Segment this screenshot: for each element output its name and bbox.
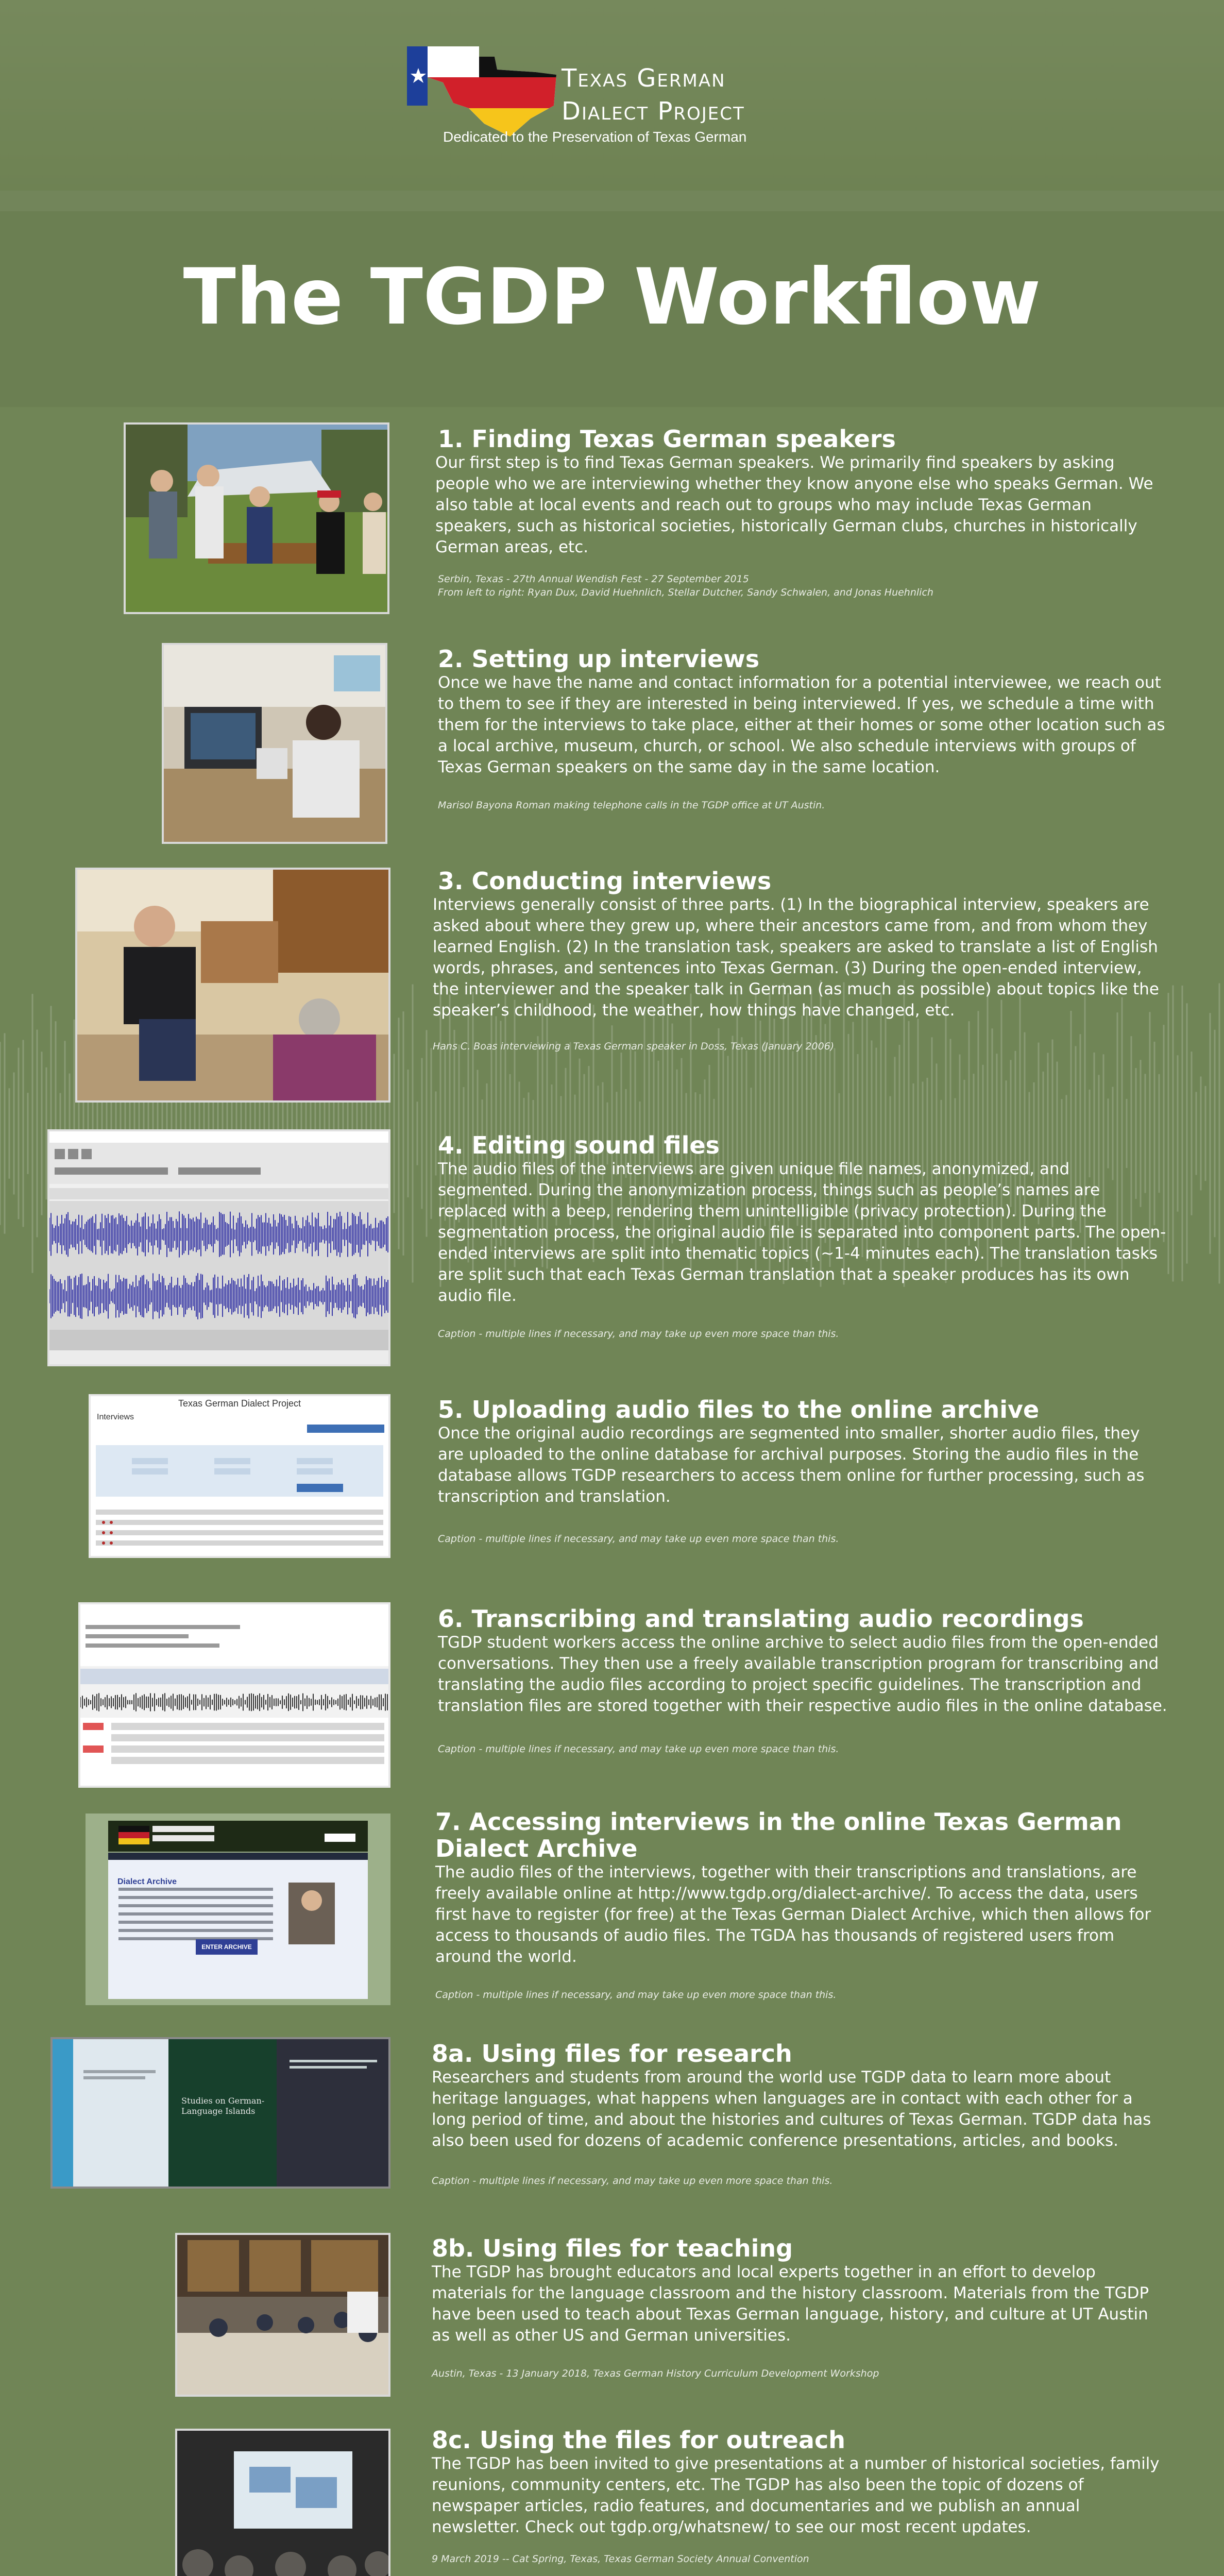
step-2-heading: 2. Setting up interviews xyxy=(438,645,760,673)
archive-page-title: Dialect Archive xyxy=(117,1877,177,1886)
photo-research-books xyxy=(50,2037,390,2189)
logo-line-1: Texas German xyxy=(562,64,726,93)
step-1-caption-line-1: Serbin, Texas - 27th Annual Wendish Fest - 27 September 2015 xyxy=(438,573,749,585)
step-2-caption: Marisol Bayona Roman making telephone calls in the TGDP office at UT Austin. xyxy=(438,800,825,811)
step-1-caption-line-2: From left to right: Ryan Dux, David Huehnlich, Stellar Dutcher, Sandy Schwalen, and Jonas Huehnlich xyxy=(438,587,933,598)
archive-screen-title: Texas German Dialect Project xyxy=(178,1398,301,1409)
step-8c-heading: 8c. Using the files for outreach xyxy=(432,2426,845,2454)
step-8a-caption: Caption - multiple lines if necessary, and may take up even more space than this. xyxy=(432,2175,833,2187)
step-6-caption: Caption - multiple lines if necessary, and may take up even more space than this. xyxy=(438,1743,839,1755)
step-7-body: The audio files of the interviews, together with their transcriptions and translations, are freely available online at http://www.tgdp.org/dialect-archive/. To access the data, users first have to register (for free) at the Texas German Dialect Archive, which then allows for access to thousands of audio files. The TGDA has thousands of registered users from around the world. xyxy=(435,1863,1151,1966)
step-6-body: TGDP student workers access the online archive to select audio files from the open-ended conversations. They then use a freely available transcription program for transcribing and translating the audio files according to project specific guidelines. The transcription and translation files are stored together with their respective audio files in the online database. xyxy=(438,1633,1167,1715)
step-3 xyxy=(433,867,1169,1053)
step-8c-body: The TGDP has been invited to give presentations at a number of historical societies, family reunions, community centers, etc. The TGDP has also been the topic of dozens of newspaper articles, radio features, and documentaries and we publish an annual newsletter. Check out tgdp.org/whatsnew/ to see our most recent updates. xyxy=(432,2454,1160,2536)
step-8c xyxy=(432,2427,1168,2566)
step-6 xyxy=(438,1605,1169,1756)
photo-wendish-fest xyxy=(124,422,389,614)
step-5 xyxy=(438,1396,1169,1546)
step-8a-heading: 8a. Using files for research xyxy=(432,2040,792,2067)
step-4-heading: 4. Editing sound files xyxy=(438,1131,720,1159)
step-3-caption: Hans C. Boas interviewing a Texas German speaker in Doss, Texas (January 2006) xyxy=(433,1041,835,1052)
screenshot-online-archive xyxy=(89,1394,390,1558)
tgdp-logo xyxy=(407,46,768,149)
screenshot-dialect-archive-website xyxy=(86,1814,390,2005)
step-4-body: The audio files of the interviews are given unique file names, anonymized, and segmented. During the anonymization process, things such as people’s names are replaced with a beep, rendering them unintelligible (privacy protection). During the segmentation process, the original audio file is separated into component parts. The open-ended interviews are split into thematic topics (~1-4 minutes each). The translation tasks are split such that each Texas German translation that a speaker produces has its own audio file. xyxy=(438,1160,1166,1305)
step-4-caption: Caption - multiple lines if necessary, and may take up even more space than this. xyxy=(438,1328,839,1340)
step-3-heading: 3. Conducting interviews xyxy=(438,867,772,895)
step-1 xyxy=(435,425,1169,599)
step-6-heading: 6. Transcribing and translating audio recordings xyxy=(438,1605,1084,1633)
step-5-caption: Caption - multiple lines if necessary, and may take up even more space than this. xyxy=(438,1533,839,1545)
step-4 xyxy=(438,1132,1169,1341)
photo-outreach-presentation xyxy=(175,2429,390,2576)
archive-screen-tab: Interviews xyxy=(97,1413,134,1421)
page-title: The TGDP Workflow xyxy=(183,252,1041,342)
step-8c-caption: 9 March 2019 -- Cat Spring, Texas, Texas German Society Annual Convention xyxy=(432,2553,809,2565)
logo-tagline: Dedicated to the Preservation of Texas German xyxy=(443,129,747,145)
step-8b-body: The TGDP has brought educators and local experts together in an effort to develop materials for the language classroom and the history classroom. Materials from the TGDP have been used to teach about Texas German language, history, and culture at UT Austin as well as other US and German universities. xyxy=(432,2263,1149,2345)
step-5-body: Once the original audio recordings are segmented into smaller, shorter audio files, they are uploaded to the online database for archival purposes. Storing the audio files in the database allows TGDP researchers to access them online for further processing, such as transcription and translation. xyxy=(438,1424,1145,1506)
step-5-heading: 5. Uploading audio files to the online archive xyxy=(438,1396,1040,1423)
photo-curriculum-workshop xyxy=(175,2233,390,2397)
photo-interview-doss xyxy=(75,868,390,1103)
step-1-caption xyxy=(438,572,1169,599)
enter-archive-button: ENTER ARCHIVE xyxy=(201,1943,252,1951)
step-8b-heading: 8b. Using files for teaching xyxy=(432,2234,793,2262)
step-8a-body: Researchers and students from around the world use TGDP data to learn more about heritage languages, what happens when languages are in contact with each other for a long period of time, and about the histories and cultures of Texas German. TGDP data has also been used for dozens of academic conference presentations, articles, and books. xyxy=(432,2068,1151,2150)
screenshot-audio-editor xyxy=(47,1129,390,1366)
step-1-body: Our first step is to find Texas German speakers. We primarily find speakers by asking people who we are interviewing whether they know anyone else who speaks German. We also table at local events and reach out to groups who may include Texas German speakers, such as historical societies, historically German clubs, churches in historically German areas, etc. xyxy=(435,453,1153,556)
step-3-body: Interviews generally consist of three parts. (1) In the biographical interview, speakers are asked about where they grew up, where their ancestors came from, and from whom they learned English. (2) In the translation task, speakers are asked to translate a list of English words, phrases, and sentences into Texas German. (3) During the open-ended interview, the interviewer and the speaker talk in German (as much as possible) about topics like the speaker’s childhood, the weather, how things have changed, etc. xyxy=(433,895,1160,1020)
step-8a xyxy=(432,2040,1168,2188)
step-2-body: Once we have the name and contact information for a potential interviewee, we reach out to them to see if they are interested in being interviewed. If yes, we schedule a time with them for the interviews to take place, either at their homes or some other location such as a local archive, museum, church, or school. We also schedule interviews with groups of Texas German speakers on the same day in the same location. xyxy=(438,673,1165,776)
step-7 xyxy=(435,1808,1167,2002)
logo-wordmark xyxy=(562,62,778,128)
step-8b-caption: Austin, Texas - 13 January 2018, Texas German History Curriculum Development Workshop xyxy=(432,2368,879,2379)
book-title: Studies on German-Language Islands xyxy=(181,2096,265,2116)
logo-line-2: Dialect Project xyxy=(562,97,745,126)
step-1-heading: 1. Finding Texas German speakers xyxy=(438,425,896,453)
photo-office-calls xyxy=(162,643,387,844)
step-7-heading: 7. Accessing interviews in the online Texas German Dialect Archive xyxy=(435,1808,1122,1862)
step-8b xyxy=(432,2235,1168,2380)
step-2 xyxy=(438,646,1169,812)
texas-germany-flag-icon xyxy=(407,46,556,137)
step-7-caption: Caption - multiple lines if necessary, and may take up even more space than this. xyxy=(435,1989,837,2001)
screenshot-transcription-program xyxy=(78,1602,390,1788)
